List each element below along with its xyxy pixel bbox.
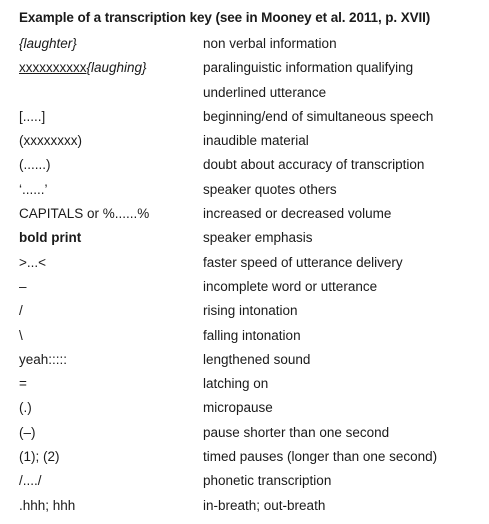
- key-row: [0, 107, 489, 131]
- key-description: incomplete word or utterance: [203, 278, 378, 294]
- key-row: [0, 447, 489, 471]
- key-row: [0, 301, 489, 325]
- key-description: paralinguistic information qualifying: [203, 60, 414, 76]
- key-symbol: CAPITALS or %......%: [19, 206, 150, 222]
- underlined-placeholder: xxxxxxxxxx: [19, 60, 87, 76]
- key-symbol: (–): [19, 424, 36, 440]
- key-row: [0, 83, 489, 107]
- key-symbol: {laughter}: [19, 36, 77, 51]
- key-symbol: (1); (2): [19, 449, 60, 465]
- key-row: [0, 423, 489, 447]
- key-symbol: (.): [19, 400, 32, 416]
- key-description: rising intonation: [203, 303, 298, 319]
- key-row: [0, 204, 489, 228]
- key-row: [0, 58, 489, 82]
- key-description: in-breath; out-breath: [203, 497, 326, 513]
- symbol-suffix: {laughing}: [86, 60, 147, 76]
- key-row: [0, 253, 489, 277]
- key-row: [0, 398, 489, 422]
- key-row: [0, 350, 489, 374]
- key-description: speaker emphasis: [203, 230, 313, 246]
- key-description: lengthened sound: [203, 351, 311, 367]
- key-symbol: =: [19, 376, 27, 392]
- key-symbol: yeah:::::: [19, 351, 68, 367]
- key-symbol: [.....]: [19, 108, 46, 124]
- key-symbol: ‘......’: [19, 181, 48, 197]
- document-title: Example of a transcription key (see in Mooney et al. 2011, p. XVII): [19, 10, 431, 25]
- key-row: [0, 496, 489, 520]
- key-description: timed pauses (longer than one second): [203, 449, 438, 465]
- key-row: [0, 34, 489, 58]
- key-row: [0, 326, 489, 350]
- key-row: [0, 277, 489, 301]
- key-description: increased or decreased volume: [203, 206, 392, 222]
- key-row: [0, 131, 489, 155]
- key-row: [0, 374, 489, 398]
- key-symbol: .hhh; hhh: [19, 497, 76, 513]
- key-symbol: (xxxxxxxx): [19, 133, 82, 149]
- key-description: latching on: [203, 376, 269, 392]
- key-symbol: (......): [19, 157, 51, 173]
- key-description: phonetic transcription: [203, 473, 332, 489]
- key-row: [0, 228, 489, 252]
- key-symbol: bold print: [19, 230, 82, 246]
- key-description: beginning/end of simultaneous speech: [203, 108, 434, 124]
- key-description: micropause: [203, 400, 273, 416]
- key-symbol: [19, 60, 147, 75]
- key-row: [0, 155, 489, 179]
- key-symbol: /: [19, 303, 23, 319]
- key-symbol: \: [19, 327, 23, 343]
- key-table: [0, 34, 489, 520]
- key-description: faster speed of utterance delivery: [203, 254, 403, 270]
- key-row: [0, 180, 489, 204]
- key-row: [0, 471, 489, 495]
- key-description: speaker quotes others: [203, 181, 337, 197]
- key-description: doubt about accuracy of transcription: [203, 157, 425, 173]
- key-symbol: –: [19, 278, 27, 294]
- key-description: inaudible material: [203, 133, 309, 149]
- key-description: pause shorter than one second: [203, 424, 390, 440]
- key-description: non verbal information: [203, 36, 337, 51]
- key-symbol: >...<: [19, 254, 47, 270]
- key-description: underlined utterance: [203, 84, 327, 100]
- key-symbol: /..../: [19, 473, 42, 489]
- key-description: falling intonation: [203, 327, 301, 343]
